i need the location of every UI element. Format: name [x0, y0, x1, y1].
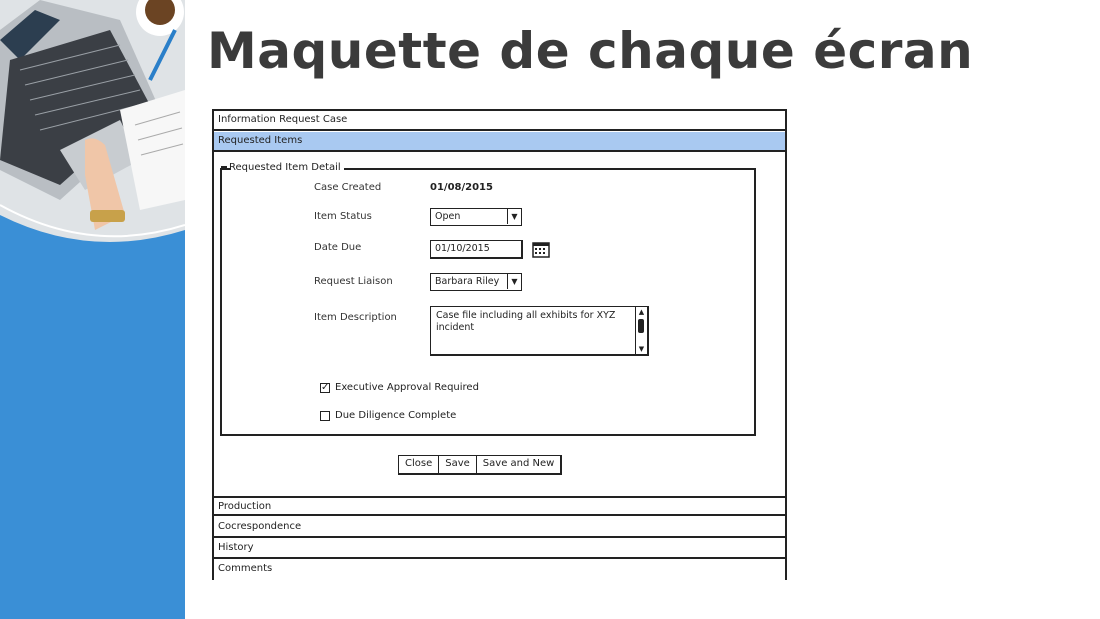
dropdown-arrow-icon[interactable]: ▼ [507, 209, 521, 224]
due-diligence-row[interactable] [320, 410, 456, 421]
section-comments[interactable]: Comments [214, 560, 785, 580]
executive-approval-label: Executive Approval Required [335, 382, 479, 393]
slide-title: Maquette de chaque écran [207, 22, 974, 80]
section-information-request-case[interactable]: Information Request Case [214, 111, 785, 131]
scroll-up-icon[interactable]: ▲ [638, 308, 645, 316]
item-status-select[interactable] [430, 208, 522, 226]
dropdown-arrow-icon[interactable]: ▼ [507, 274, 521, 289]
item-description-label: Item Description [314, 312, 397, 323]
item-description-textarea[interactable] [430, 306, 649, 356]
case-created-label: Case Created [314, 182, 382, 193]
close-button[interactable]: Close [399, 456, 439, 473]
item-status-label: Item Status [314, 211, 372, 222]
item-status-value: Open [435, 211, 461, 222]
save-and-new-button[interactable]: Save and New [477, 456, 561, 473]
executive-approval-row[interactable] [320, 382, 479, 393]
due-diligence-label: Due Diligence Complete [335, 410, 457, 421]
requested-item-detail-group [220, 162, 756, 436]
scroll-thumb[interactable] [638, 319, 644, 333]
laptop-photo-illustration [0, 0, 185, 250]
group-legend: Requested Item Detail [230, 162, 344, 173]
section-requested-items[interactable]: Requested Items [214, 132, 785, 152]
date-due-input[interactable]: 01/10/2015 [430, 240, 523, 259]
section-history[interactable]: History [214, 539, 785, 559]
side-decor-panel [0, 0, 185, 619]
item-description-value: Case file including all exhibits for XYZ incident [436, 310, 616, 333]
calendar-icon[interactable] [532, 241, 550, 259]
request-liaison-select[interactable] [430, 273, 522, 291]
executive-approval-checkbox[interactable]: ✓ [321, 381, 330, 393]
section-correspondence[interactable]: Cocrespondence [214, 518, 785, 538]
action-button-group [398, 455, 562, 475]
request-liaison-label: Request Liaison [314, 276, 393, 287]
date-due-label: Date Due [314, 242, 362, 253]
laptop-photo [0, 0, 185, 250]
scroll-down-icon[interactable]: ▼ [638, 345, 645, 353]
save-button[interactable]: Save [439, 456, 477, 473]
textarea-scrollbar[interactable] [635, 307, 647, 354]
case-created-value: 01/08/2015 [430, 182, 493, 193]
wireframe-mockup [212, 109, 787, 580]
request-liaison-value: Barbara Riley [435, 276, 500, 287]
due-diligence-checkbox[interactable] [320, 411, 330, 421]
section-production[interactable]: Production [214, 496, 785, 516]
